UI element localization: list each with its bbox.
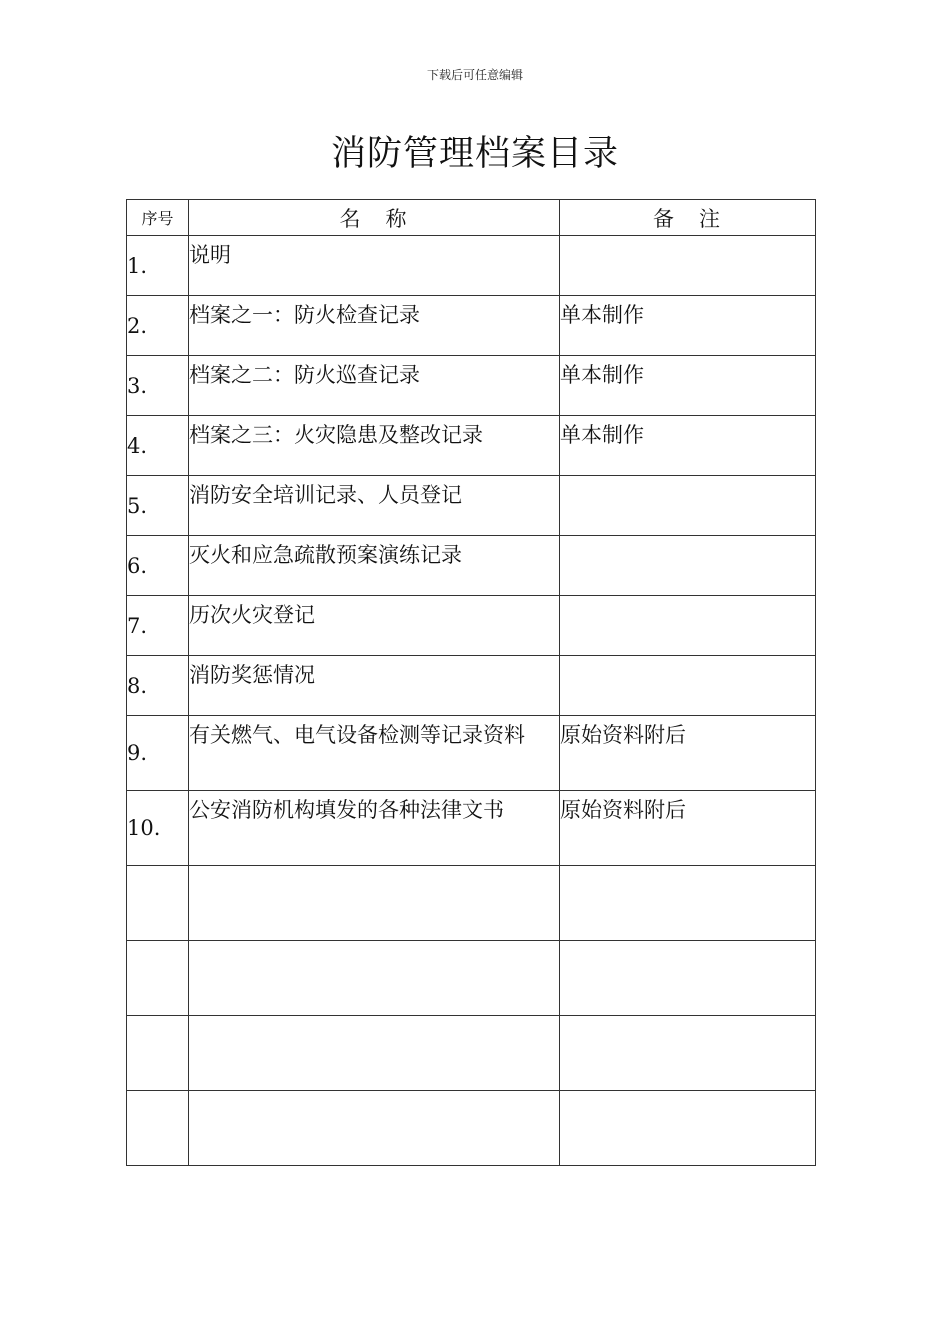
table-row: [127, 416, 816, 476]
row-number: 6.: [127, 536, 189, 596]
row-name: 消防奖惩情况: [189, 656, 560, 716]
row-number: 1.: [127, 236, 189, 296]
row-number: 7.: [127, 596, 189, 656]
row-remark: [560, 941, 816, 1016]
row-number: [127, 941, 189, 1016]
catalog-table: [126, 199, 816, 1166]
row-remark: 单本制作: [560, 416, 816, 476]
row-name: [189, 1091, 560, 1166]
row-remark: [560, 476, 816, 536]
table-row: [127, 296, 816, 356]
column-header-name: 名 称: [189, 200, 560, 236]
row-number: 10.: [127, 791, 189, 866]
table-row: [127, 1016, 816, 1091]
row-remark: 原始资料附后: [560, 791, 816, 866]
row-name: [189, 941, 560, 1016]
header-note: 下载后可任意编辑: [426, 68, 523, 82]
row-name: 历次火灾登记: [189, 596, 560, 656]
table-row: [127, 866, 816, 941]
table-row: [127, 716, 816, 791]
table-row: [127, 236, 816, 296]
row-remark: [560, 1016, 816, 1091]
row-number: 4.: [127, 416, 189, 476]
row-number: 5.: [127, 476, 189, 536]
table-row: [127, 476, 816, 536]
row-remark: [560, 536, 816, 596]
row-number: 8.: [127, 656, 189, 716]
table-row: [127, 941, 816, 1016]
row-remark: 单本制作: [560, 296, 816, 356]
row-name: 说明: [189, 236, 560, 296]
row-number: [127, 1016, 189, 1091]
row-remark: [560, 1091, 816, 1166]
row-remark: [560, 236, 816, 296]
table-header-row: [127, 200, 816, 236]
table-row: [127, 356, 816, 416]
row-number: [127, 866, 189, 941]
row-remark: [560, 596, 816, 656]
table-row: [127, 596, 816, 656]
row-name: 有关燃气、电气设备检测等记录资料: [189, 716, 560, 791]
row-name: [189, 866, 560, 941]
column-header-remark: 备 注: [560, 200, 816, 236]
row-remark: 单本制作: [560, 356, 816, 416]
row-name: 公安消防机构填发的各种法律文书: [189, 791, 560, 866]
table-row: [127, 1091, 816, 1166]
table-row: [127, 791, 816, 866]
row-name: 档案之一：防火检查记录: [189, 296, 560, 356]
table-row: [127, 656, 816, 716]
row-number: 3.: [127, 356, 189, 416]
row-remark: [560, 656, 816, 716]
table-row: [127, 536, 816, 596]
row-number: 2.: [127, 296, 189, 356]
row-number: 9.: [127, 716, 189, 791]
row-name: [189, 1016, 560, 1091]
column-header-number: 序号: [127, 200, 189, 236]
row-remark: 原始资料附后: [560, 716, 816, 791]
row-remark: [560, 866, 816, 941]
document-title: 消防管理档案目录: [330, 134, 619, 174]
row-name: 档案之三：火灾隐患及整改记录: [189, 416, 560, 476]
row-name: 灭火和应急疏散预案演练记录: [189, 536, 560, 596]
row-name: 档案之二：防火巡查记录: [189, 356, 560, 416]
row-number: [127, 1091, 189, 1166]
row-name: 消防安全培训记录、人员登记: [189, 476, 560, 536]
